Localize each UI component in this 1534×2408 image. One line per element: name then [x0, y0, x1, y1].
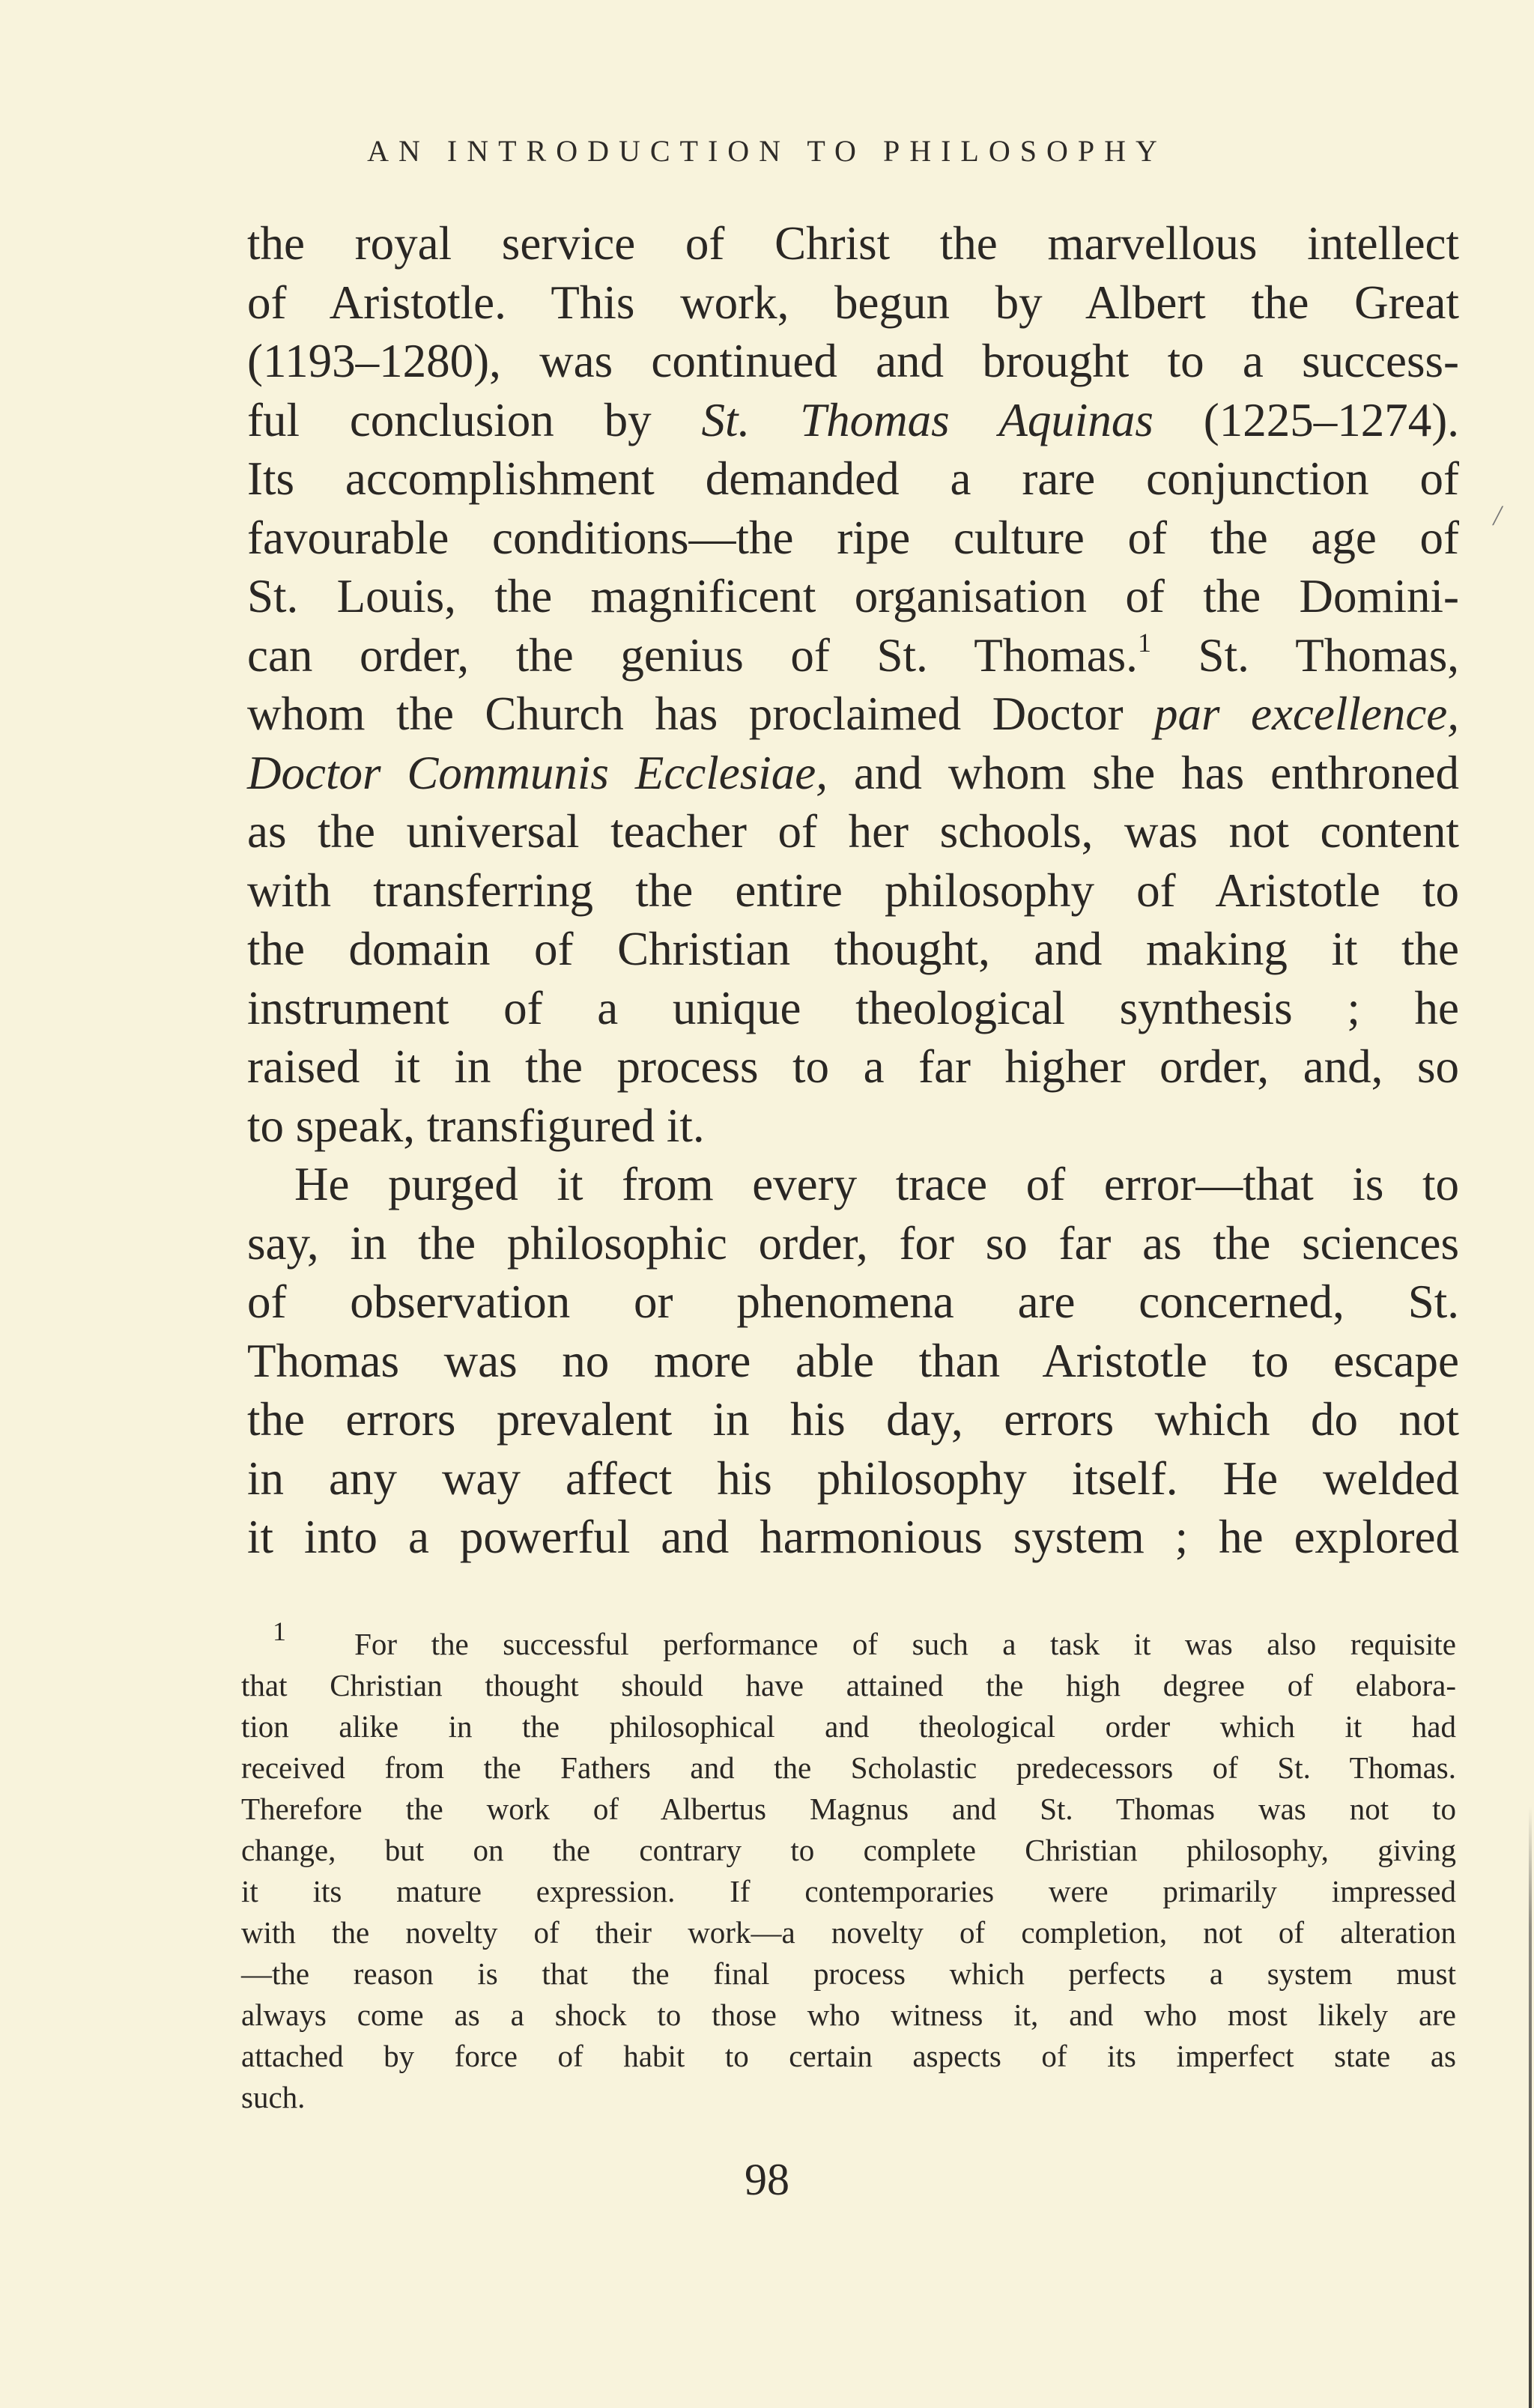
text-segment: can order, the genius of St. Thomas. [247, 628, 1138, 682]
footnote-line: attached by force of habit to certain aspects of its imperfect state as [241, 2039, 1456, 2073]
text-segment: For the successful performance of such a task it was also requisite [354, 1627, 1456, 1661]
running-head: AN INTRODUCTION TO PHILOSOPHY [367, 134, 1167, 168]
italic-name: St. Thomas Aquinas [701, 393, 1153, 446]
text-line: in any way affect his philosophy itself. He welded [247, 1452, 1459, 1505]
footnote-line [241, 1616, 1456, 1665]
text-segment: St. Thomas, [1150, 628, 1459, 682]
footnote-line: tion alike in the philosophical and theological order which it had [241, 1709, 1456, 1744]
text-line: the domain of Christian thought, and making it the [247, 923, 1459, 975]
text-line: St. Louis, the magnificent organisation of the Domini- [247, 570, 1459, 622]
pencil-mark-icon: ╱ [1493, 506, 1503, 525]
footnote-marker: 1 [273, 1616, 286, 1647]
text-line: (1193–1280), was continued and brought to a success- [247, 335, 1459, 387]
footnote-line: always come as a shock to those who witness it, and who most likely are [241, 1998, 1456, 2032]
text-line: instrument of a unique theological synthesis ; he [247, 981, 1459, 1034]
italic-phrase: par excellence, [1154, 688, 1459, 740]
text-line: He purged it from every trace of error—that is to [294, 1158, 1459, 1210]
text-segment: and whom she has enthroned [828, 746, 1459, 799]
text-line: with transferring the entire philosophy of Aristotle to [247, 864, 1459, 917]
text-line: the errors prevalent in his day, errors which do not [247, 1393, 1459, 1446]
page-number: 98 [745, 2155, 789, 2204]
text-line [247, 626, 1459, 685]
footnote-line: change, but on the contrary to complete Christian philosophy, giving [241, 1833, 1456, 1867]
italic-phrase: Doctor Communis Ecclesiae, [247, 746, 828, 799]
paragraph [247, 214, 1459, 1155]
footnote [241, 1616, 1456, 2118]
text-line [247, 744, 1459, 803]
text-line: as the universal teacher of her schools, was not content [247, 805, 1459, 858]
footnote-line: received from the Fathers and the Scholastic predecessors of St. Thomas. [241, 1750, 1456, 1785]
text-line: to speak, transfigured it. [247, 1099, 705, 1152]
text-line: the royal service of Christ the marvellous intellect [247, 217, 1459, 270]
page-edge-shadow [1529, 0, 1532, 2408]
text-line: Thomas was no more able than Aristotle to escape [247, 1334, 1459, 1387]
footnote-line: such. [241, 2080, 306, 2114]
text-line [247, 685, 1459, 744]
footnote-line: it its mature expression. If contemporaries were primarily impressed [241, 1874, 1456, 1908]
text-segment: ful conclusion by [247, 393, 702, 446]
footnote-line: —the reason is that the final process which perfects a system must [241, 1956, 1456, 1991]
text-segment: (1225–1274). [1153, 393, 1460, 446]
footnote-line: Therefore the work of Albertus Magnus and St. Thomas was not to [241, 1792, 1456, 1826]
text-line: of observation or phenomena are concerned, St. [247, 1276, 1459, 1328]
footnote-line: with the novelty of their work—a novelty of completion, not of alteration [241, 1915, 1456, 1950]
footnote-line: that Christian thought should have attained the high degree of elabora- [241, 1668, 1456, 1702]
text-line: of Aristotle. This work, begun by Albert the Great [247, 276, 1459, 329]
text-segment: whom the Church has proclaimed Doctor [247, 688, 1155, 740]
text-line: Its accomplishment demanded a rare conjunction of [247, 452, 1459, 505]
footnote-reference: 1 [1137, 627, 1151, 658]
text-line: favourable conditions—the ripe culture of the age of [247, 511, 1459, 564]
text-line: say, in the philosophic order, for so far as the sciences [247, 1216, 1459, 1270]
text-line: raised it in the process to a far higher order, and, so [247, 1040, 1459, 1093]
paragraph [247, 1155, 1459, 1567]
main-text [247, 214, 1459, 1567]
text-line: it into a powerful and harmonious system ; he explored [247, 1511, 1459, 1563]
text-line [247, 391, 1459, 450]
